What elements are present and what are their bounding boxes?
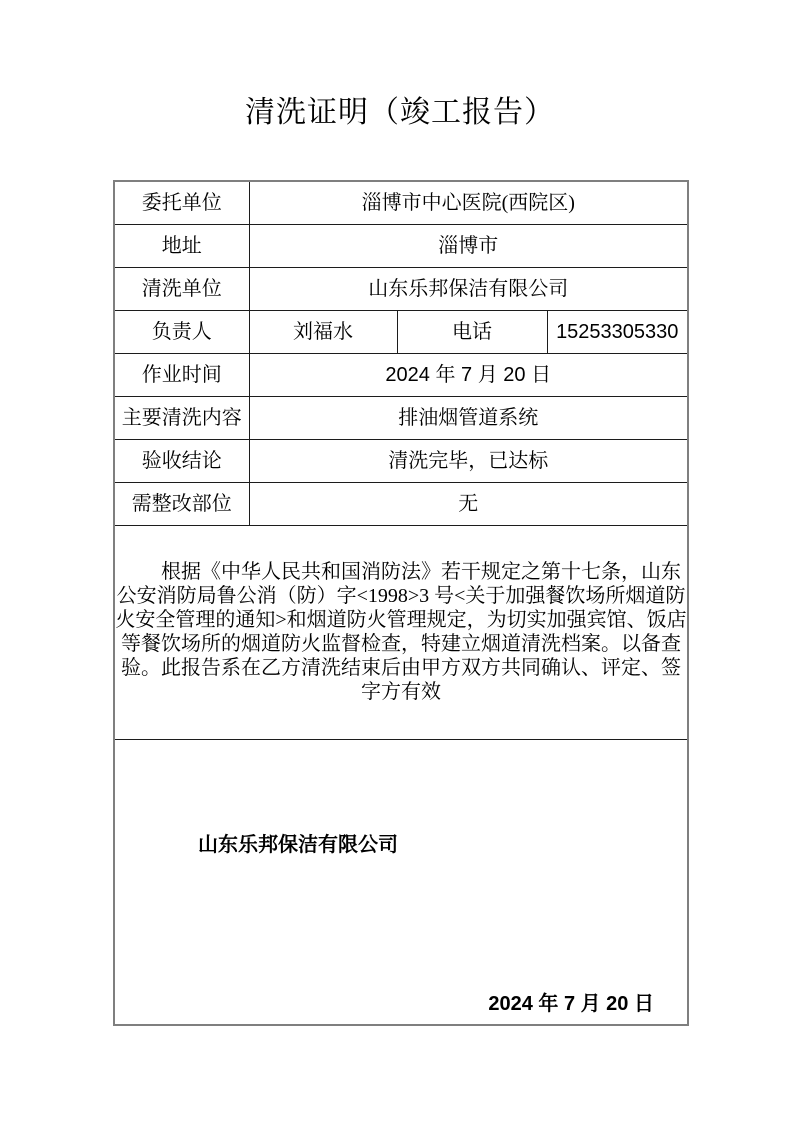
document-title: 清洗证明（竣工报告） [245,96,555,129]
phone-label: 电话 [397,310,547,353]
entrusting-unit-value: 淄博市中心医院(西院区) [249,181,688,224]
row-entrusting-unit [114,181,688,224]
cleaning-unit-label: 清洗单位 [114,267,249,310]
address-value: 淄博市 [249,224,688,267]
work-date-label: 作业时间 [114,353,249,396]
row-person-in-charge [114,310,688,353]
cleaning-content-label: 主要清洗内容 [114,396,249,439]
acceptance-conclusion-value: 清洗完毕，已达标 [249,439,688,482]
row-work-date [114,353,688,396]
phone-value: 15253305330 [547,310,688,353]
acceptance-conclusion-label: 验收结论 [114,439,249,482]
row-signature [114,739,688,1025]
entrusting-unit-label: 委托单位 [114,181,249,224]
row-cleaning-content [114,396,688,439]
person-in-charge-value: 刘福水 [249,310,397,353]
row-notice [114,525,688,739]
signature-date: 2024 年 7 月 20 日 [488,993,654,1015]
rectification-label: 需整改部位 [114,482,249,525]
row-acceptance-conclusion [114,439,688,482]
report-table [113,180,689,1026]
row-cleaning-unit [114,267,688,310]
rectification-value: 无 [249,482,688,525]
signature-cell [114,739,688,1025]
address-label: 地址 [114,224,249,267]
signature-company: 山东乐邦保洁有限公司 [198,833,398,856]
cleaning-unit-value: 山东乐邦保洁有限公司 [249,267,688,310]
row-address [114,224,688,267]
row-rectification [114,482,688,525]
work-date-value: 2024 年 7 月 20 日 [249,353,688,396]
notice-paragraph: 根据《中华人民共和国消防法》若干规定之第十七条，山东公安消防局鲁公消（防）字<1998>3 号<关于加强餐饮场所烟道防火安全管理的通知>和烟道防火管理规定，为切实加强宾馆、饭店等餐饮场所的烟道防火监督检查，特建立烟道清洗档案。以备查验。此报告系在乙方清洗结束后由甲方双方共同确认、评定、签字方有效 [114,525,688,739]
cleaning-content-value: 排油烟管道系统 [249,396,688,439]
person-in-charge-label: 负责人 [114,310,249,353]
